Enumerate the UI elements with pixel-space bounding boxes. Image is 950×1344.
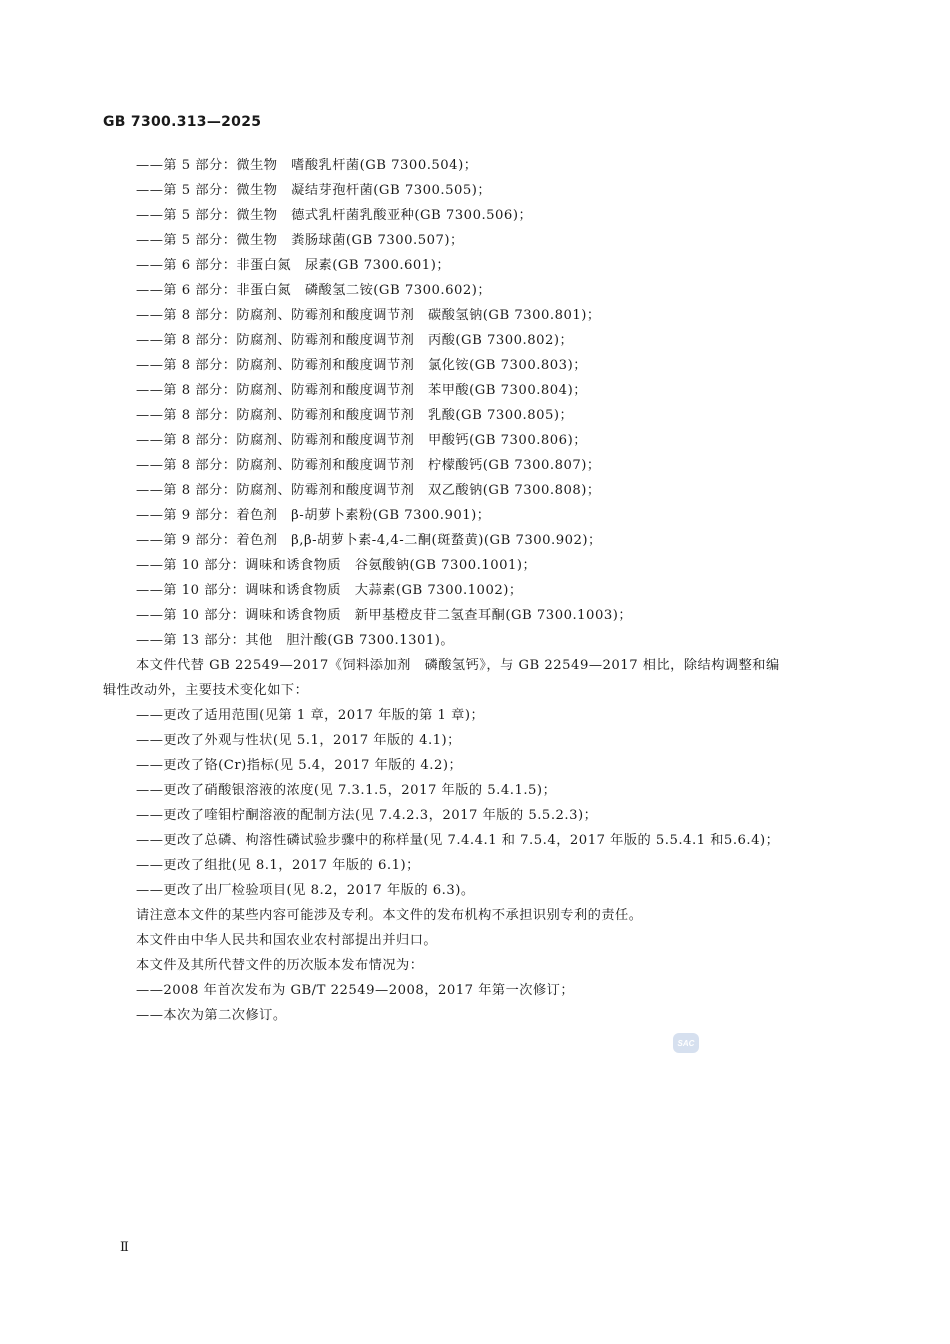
watermark-label: SAC [677, 1039, 695, 1048]
list-item: ——第 8 部分：防腐剂、防霉剂和酸度调节剂 苯甲酸(GB 7300.804)； [136, 383, 587, 398]
list-item: ——第 8 部分：防腐剂、防霉剂和酸度调节剂 柠檬酸钙(GB 7300.807)； [136, 458, 601, 473]
patent-note: 请注意本文件的某些内容可能涉及专利。本文件的发布机构不承担识别专利的责任。 [136, 908, 643, 923]
list-item: ——第 13 部分：其他 胆汁酸(GB 7300.1301)。 [136, 633, 455, 648]
change-item: ——更改了组批(见 8.1，2017 年版的 6.1)； [136, 858, 420, 873]
change-item: ——更改了适用范围(见第 1 章，2017 年版的第 1 章)； [136, 708, 485, 723]
list-item: ——第 10 部分：调味和诱食物质 谷氨酸钠(GB 7300.1001)； [136, 558, 537, 573]
list-item: ——第 6 部分：非蛋白氮 磷酸氢二铵(GB 7300.602)； [136, 283, 492, 298]
change-item: ——更改了总磷、枸溶性磷试验步骤中的称样量(见 7.4.4.1 和 7.5.4，2017 年版的 5.5.4.1 和5.6.4)； [136, 833, 780, 848]
history-intro: 本文件及其所代替文件的历次版本发布情况为： [136, 958, 424, 973]
list-item: ——第 5 部分：微生物 嗜酸乳杆菌(GB 7300.504)； [136, 158, 478, 173]
list-item: ——第 5 部分：微生物 德式乳杆菌乳酸亚种(GB 7300.506)； [136, 208, 533, 223]
replace-paragraph-line-2: 辑性改动外，主要技术变化如下： [103, 683, 309, 698]
list-item: ——第 8 部分：防腐剂、防霉剂和酸度调节剂 碳酸氢钠(GB 7300.801)； [136, 308, 601, 323]
replace-paragraph-line-1: 本文件代替 GB 22549—2017《饲料添加剂 磷酸氢钙》，与 GB 22549—2017 相比，除结构调整和编 [136, 658, 780, 673]
list-item: ——第 5 部分：微生物 粪肠球菌(GB 7300.507)； [136, 233, 464, 248]
page-number: Ⅱ [120, 1240, 129, 1255]
list-item: ——第 6 部分：非蛋白氮 尿素(GB 7300.601)； [136, 258, 451, 273]
list-item: ——第 8 部分：防腐剂、防霉剂和酸度调节剂 乳酸(GB 7300.805)； [136, 408, 574, 423]
change-item: ——更改了硝酸银溶液的浓度(见 7.3.1.5，2017 年版的 5.4.1.5)； [136, 783, 557, 798]
list-item: ——第 9 部分：着色剂 β-胡萝卜素粉(GB 7300.901)； [136, 508, 491, 523]
history-item: ——本次为第二次修订。 [136, 1008, 287, 1023]
change-item: ——更改了铬(Cr)指标(见 5.4，2017 年版的 4.2)； [136, 758, 463, 773]
list-item: ——第 8 部分：防腐剂、防霉剂和酸度调节剂 氯化铵(GB 7300.803)； [136, 358, 587, 373]
sac-watermark-icon [672, 1032, 700, 1054]
list-item: ——第 5 部分：微生物 凝结芽孢杆菌(GB 7300.505)； [136, 183, 492, 198]
proposer-note: 本文件由中华人民共和国农业农村部提出并归口。 [136, 933, 438, 948]
document-id: GB 7300.313—2025 [103, 114, 262, 130]
change-item: ——更改了外观与性状(见 5.1，2017 年版的 4.1)； [136, 733, 461, 748]
change-item: ——更改了出厂检验项目(见 8.2，2017 年版的 6.3)。 [136, 883, 475, 898]
list-item: ——第 8 部分：防腐剂、防霉剂和酸度调节剂 丙酸(GB 7300.802)； [136, 333, 574, 348]
list-item: ——第 10 部分：调味和诱食物质 新甲基橙皮苷二氢查耳酮(GB 7300.1003)； [136, 608, 633, 623]
list-item: ——第 9 部分：着色剂 β,β-胡萝卜素-4,4-二酮(斑蝥黄)(GB 7300.902)； [136, 533, 602, 548]
history-item: ——2008 年首次发布为 GB/T 22549—2008，2017 年第一次修订； [136, 983, 575, 998]
change-item: ——更改了喹钼柠酮溶液的配制方法(见 7.4.2.3，2017 年版的 5.5.2.3)； [136, 808, 598, 823]
list-item: ——第 8 部分：防腐剂、防霉剂和酸度调节剂 甲酸钙(GB 7300.806)； [136, 433, 587, 448]
list-item: ——第 10 部分：调味和诱食物质 大蒜素(GB 7300.1002)； [136, 583, 523, 598]
list-item: ——第 8 部分：防腐剂、防霉剂和酸度调节剂 双乙酸钠(GB 7300.808)； [136, 483, 601, 498]
